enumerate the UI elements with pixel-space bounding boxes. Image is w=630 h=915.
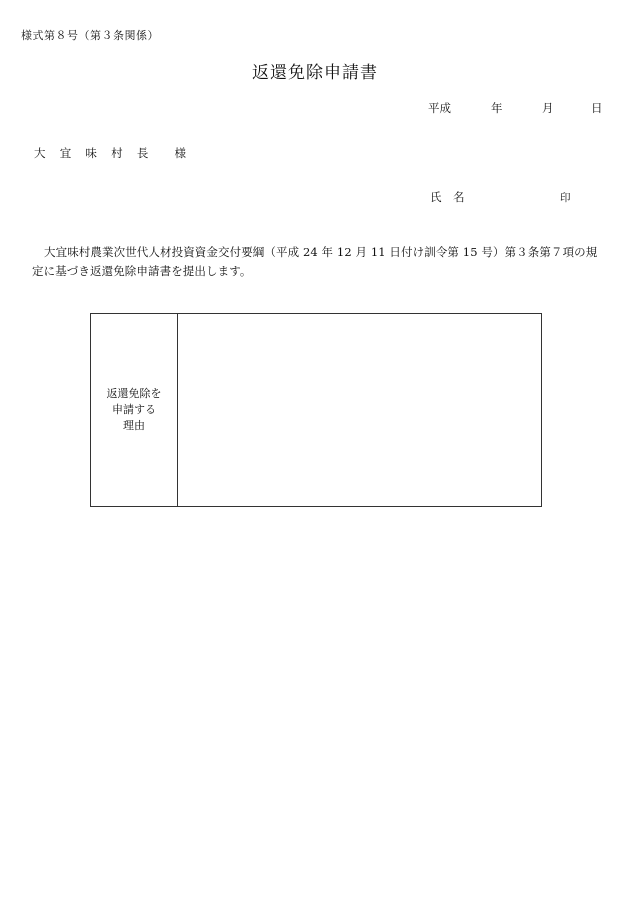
form-number: 様式第８号（第３条関係）	[21, 29, 159, 42]
reason-label-cell	[91, 314, 178, 506]
addressee-char: 長	[136, 146, 149, 160]
reason-label-line: 返還免除を	[106, 387, 162, 400]
addressee	[34, 145, 186, 161]
application-statement: 大宜味村農業次世代人材投資資金交付要綱（平成 24 年 12 月 11 日付け訓令第 15 号）第３条第７項の規定に基づき返還免除申請書を提出します。	[32, 245, 598, 278]
addressee-honorific: 様	[174, 146, 187, 160]
document-title: 返還免除申請書	[252, 63, 378, 83]
date-month-label: 月	[542, 101, 554, 115]
addressee-char: 村	[111, 146, 123, 160]
reason-table	[90, 313, 542, 507]
reason-input-field[interactable]	[178, 314, 541, 506]
reason-label-line: 理由	[123, 419, 145, 432]
addressee-char: 宜	[59, 146, 72, 160]
date-year-label: 年	[491, 101, 503, 115]
reason-label-line: 申請する	[112, 403, 156, 416]
addressee-char: 味	[85, 146, 98, 160]
date-era-label: 平成	[428, 101, 451, 115]
seal-mark: 印	[560, 192, 571, 204]
addressee-char: 大	[34, 146, 46, 160]
applicant-name-label: 氏 名	[430, 190, 465, 204]
date-day-label: 日	[591, 101, 603, 115]
